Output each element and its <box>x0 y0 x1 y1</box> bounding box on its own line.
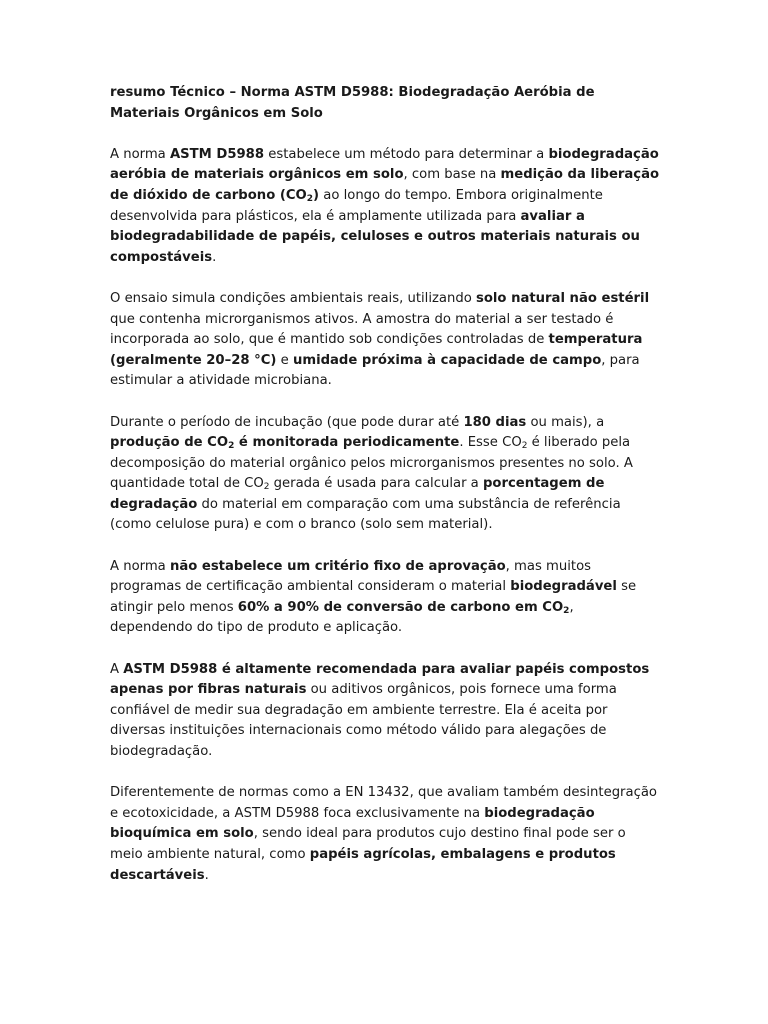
text-span: . Esse CO <box>459 435 522 451</box>
text-span: Durante o período de incubação (que pode durar até <box>110 414 464 430</box>
bold-span: não estabelece um critério fixo de aprovação <box>169 558 506 574</box>
text-span: , sendo ideal para produtos cujo destino final pode ser o meio ambiente natural, como <box>110 826 626 862</box>
paragraph-approval-criteria <box>110 557 660 639</box>
bold-span: ASTM D5988 é altamente recomendada para avaliar papéis compostos apenas por fibras naturais <box>110 661 650 698</box>
subscript: 2 <box>521 441 528 452</box>
bold-span: porcentagem de degradação <box>110 476 605 512</box>
text-span: Diferentemente de normas como a EN 13432, que avaliam também desintegração e ecotoxicidade, a ASTM D5988 foca exclusivamente na <box>110 785 657 821</box>
bold-span: papéis agrícolas, embalagens e produtos descartáveis <box>110 846 616 883</box>
bold-text: medição da liberação de dióxido de carbono (CO <box>110 167 660 203</box>
paragraph-incubation <box>110 413 660 537</box>
text-span: estabelece um método para determinar a <box>264 146 549 162</box>
bold-span: avaliar a biodegradabilidade de papéis, celuloses e outros materiais naturais ou compostáveis <box>110 208 640 265</box>
text-span: ou mais), a <box>526 414 605 430</box>
paragraph-intro <box>110 145 660 269</box>
text-span: e <box>276 352 293 368</box>
bold-span: biodegradação aeróbia de materiais orgânicos em solo <box>110 146 659 183</box>
document-title: resumo Técnico – Norma ASTM D5988: Biodegradação Aeróbia de Materiais Orgânicos em Solo <box>110 85 595 121</box>
paragraph-comparison <box>110 783 660 886</box>
text-span: . <box>212 249 217 265</box>
bold-span <box>110 435 459 450</box>
text-span: ao longo do tempo. Embora originalmente desenvolvida para plásticos, ela é amplamente utilizada para <box>110 187 603 224</box>
paragraph-test-conditions <box>110 289 660 392</box>
document-page <box>110 83 660 907</box>
text-span: , dependendo do tipo de produto e aplicação. <box>110 599 574 636</box>
bold-span: solo natural não estéril <box>475 290 650 306</box>
bold-span: ASTM D5988 <box>169 146 265 162</box>
text-span: ou aditivos orgânicos, pois fornece uma forma confiável de medir sua degradação em ambiente terrestre. Ela é aceita por diversas instituições internacionais como método válido para alegações de biodegradação. <box>110 682 617 759</box>
bold-span: biodegradação bioquímica em solo <box>110 805 595 842</box>
bold-text: produção de CO <box>110 435 229 451</box>
text-span: , para estimular a atividade microbiana. <box>110 352 640 389</box>
subscript: 2 <box>263 482 270 493</box>
bold-span: umidade próxima à capacidade de campo <box>292 352 602 368</box>
text-span: O ensaio simula condições ambientais reais, utilizando <box>110 290 476 306</box>
bold-span <box>238 600 570 615</box>
bold-span: temperatura (geralmente 20–28 °C) <box>110 332 643 368</box>
subscript: 2 <box>563 605 570 616</box>
text-span: A <box>110 661 124 677</box>
text-span: se atingir pelo menos <box>110 579 637 615</box>
text-span: , com base na <box>403 167 501 183</box>
text-span: , mas muitos programas de certificação ambiental consideram o material <box>110 558 592 595</box>
text-span: A norma <box>110 146 170 162</box>
text-span: gerada é usada para calcular a <box>269 476 483 492</box>
subscript: 2 <box>306 193 314 204</box>
bold-text: 60% a 90% de conversão de carbono em CO <box>237 599 564 615</box>
text-span: que contenha microrganismos ativos. A amostra do material a ser testado é incorporada ao solo, que é mantido sob condições controladas de <box>110 311 614 348</box>
text-span: . <box>204 867 209 883</box>
text-span: A norma <box>110 558 170 574</box>
paragraph-recommendation <box>110 660 660 763</box>
bold-text: é monitorada periodicamente <box>234 435 460 451</box>
text-span: é liberado pela decomposição do material orgânico pelos microrganismos presentes no solo. A quantidade total de CO <box>110 435 633 492</box>
bold-span: biodegradável <box>510 579 617 595</box>
bold-text: ) <box>313 187 320 203</box>
subscript: 2 <box>228 441 235 452</box>
bold-span: 180 dias <box>463 414 527 430</box>
text-span: do material em comparação com uma substância de referência (como celulose pura) e com o branco (solo sem material). <box>110 496 621 533</box>
